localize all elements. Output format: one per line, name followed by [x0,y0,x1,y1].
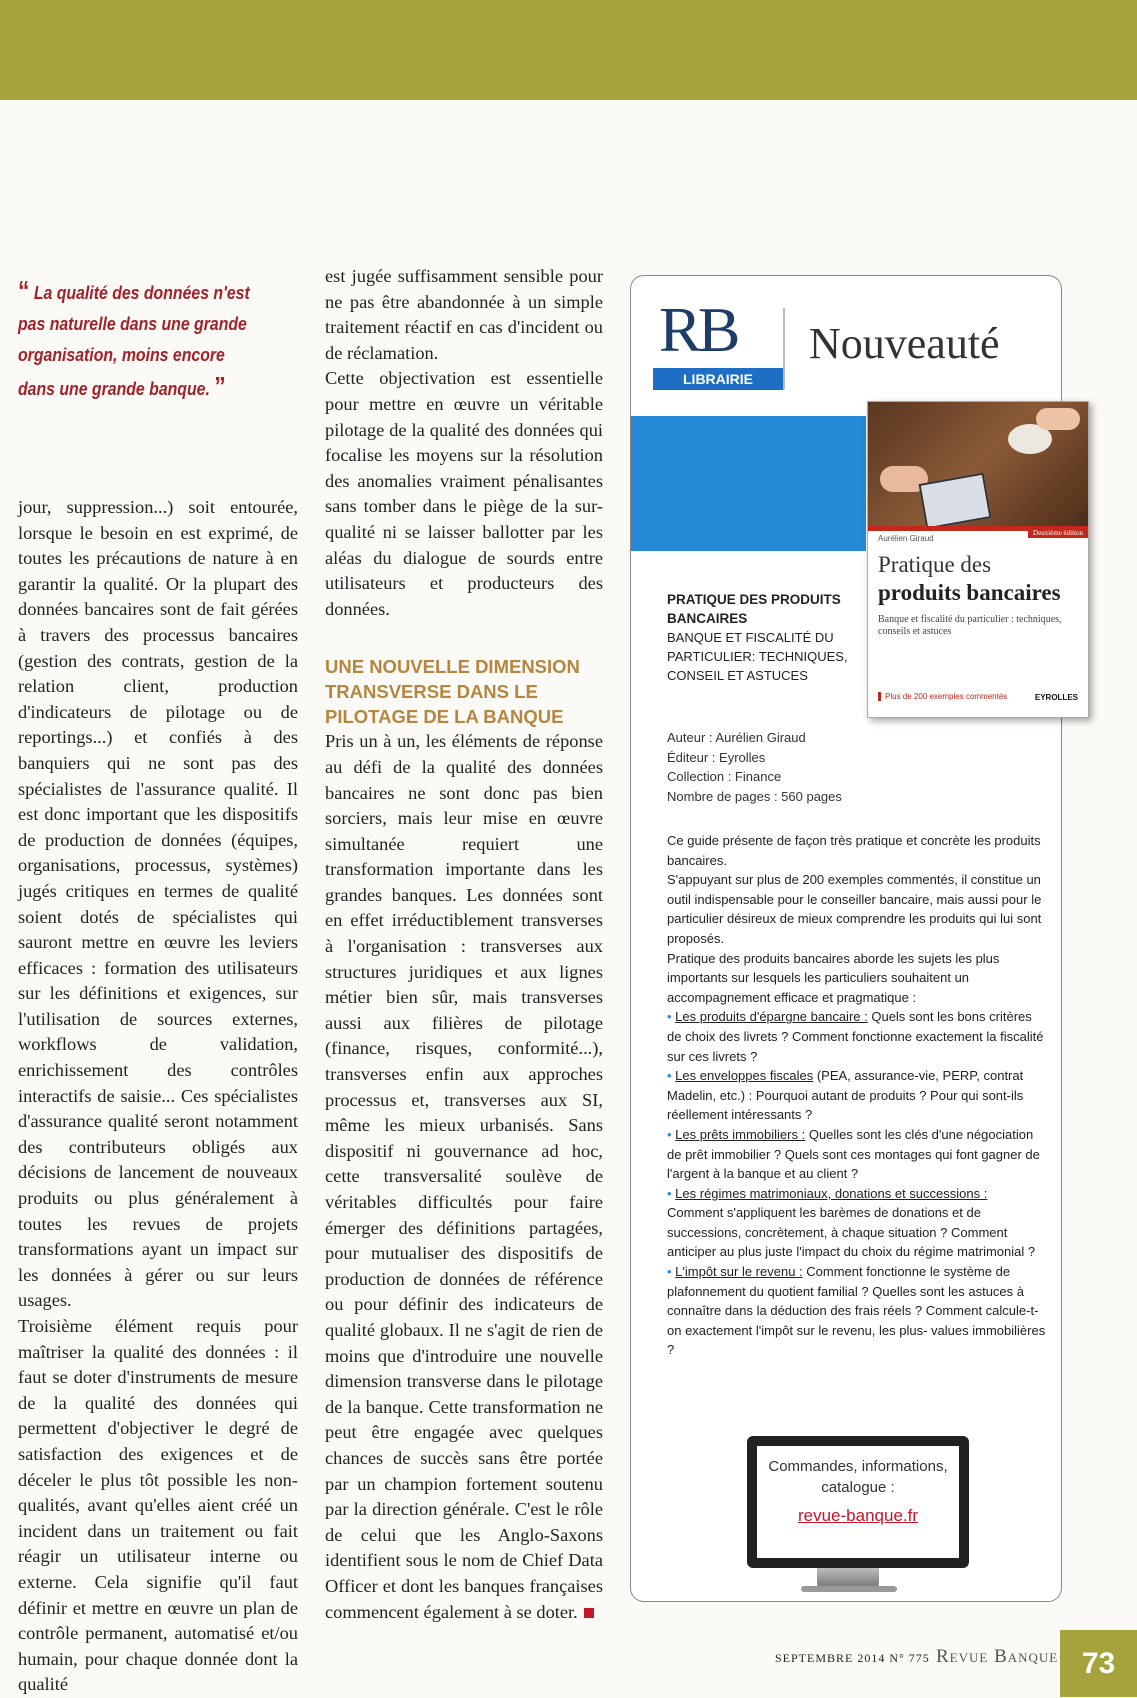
meta-publisher: Éditeur : Eyrolles [667,749,766,765]
description-paragraph: Ce guide présente de façon très pratique et concrète les produits bancaires. [667,833,1041,868]
cover-title-line2: produits bancaires [878,580,1061,605]
tablet-icon [919,473,992,530]
bullet-text: Comment s'appliquent les barèmes de donations et de successions, concrètement, à chaque situation ? Comment anticiper au plus juste l'impact du choix du régime matrimonial ? [667,1205,1036,1260]
bullet-label: Les régimes matrimoniaux, donations et successions : [675,1185,988,1201]
bullet-text: (PEA, assurance-vie, PERP, contrat Madelin, etc.) : Pourquoi autant de produits ? Pour qui sont-ils réellement intéressants ? [667,1068,1024,1123]
book-title: PRATIQUE DES PRODUITS BANCAIRES [667,592,841,626]
bullet-item [667,1007,1047,1066]
librairie-badge: LIBRAIRIE [653,368,783,390]
bullet-item [667,1066,1047,1125]
bullet-icon: • [667,1185,676,1201]
section-subhead: UNE NOUVELLE DIMENSION TRANSVERSE DANS LE PILOTAGE DE LA BANQUE [325,656,580,728]
logo-divider [783,308,785,390]
bullet-icon: • [667,1126,676,1142]
end-mark-icon [584,1608,594,1618]
order-link[interactable]: revue-banque.fr [797,1506,919,1525]
rb-logo: RB [659,294,737,365]
meta-pages: Nombre de pages : 560 pages [667,788,842,804]
book-meta [667,728,1047,806]
paragraph: Cette objectivation est essentielle pour mettre en œuvre un véritable pilotage de la qualité des données qui focalise les moyens sur la résolution des anomalies vraiment pénalisantes sans tomber dans le piège de la sur-qualité ni se laisser ballotter par les aléas du dialogue de sourds entre utilisateurs et producteurs des données. [325,368,603,619]
monitor-base [801,1586,897,1592]
open-quote-mark: “ [18,275,30,305]
bullet-label: L'impôt sur le revenu : [675,1264,803,1280]
bullet-label: Les prêts immobiliers : [675,1126,806,1142]
meta-collection: Collection : Finance [667,769,782,784]
bullet-icon: • [667,1068,676,1084]
paragraph: jour, suppression...) soit entourée, lorsque le besoin en est exprimé, de toutes les précautions de nature à en garantir la qualité. Or la plupart des données bancaires sont de fait gérées à travers des processus bancaires (gestion des contrats, gestion de la relation client, production d'indicateurs de pilotage ou de reportings...) et confiés à des banquiers qui ne sont pas des spécialistes de l'assurance qualité. Il est donc important que les dispositifs de production de données (équipes, organisations, processus, systèmes) jugés critiques en termes de qualité soient dotés de spécialistes qui sauront mettre en œuvre les leviers efficaces : formation des utilisateurs sur les définitions et exigences, sur l'utilisation de sources externes, workflows de validation, enrichissement des contrôles interactifs de saisie... Ces spécialistes d'assurance qualité seront notamment des contributeurs obligés aux décisions de lancement de nouveaux produits ou plus généralement à toutes les revues de projets transformations ayant un impact sur les données à gérer ou sur leurs usages. [18,497,298,1311]
cover-title-line1: Pratique des [878,552,992,577]
bullet-item [667,1125,1047,1184]
top-color-band [0,0,1137,100]
pull-quote [18,275,256,405]
issue-info: SEPTEMBRE 2014 N° 775 [775,1651,930,1665]
journal-name: Revue Banque [936,1646,1059,1667]
article-column-1 [18,495,298,1698]
cover-footer: Plus de 200 exemples commentés [878,692,1007,701]
description-paragraph: Pratique des produits bancaires aborde les sujets les plus importants sur lesquels les particuliers souhaitent un accompagnement efficace et pragmatique : [667,950,1000,1005]
hand-shape [1036,408,1080,430]
cover-photo [868,402,1088,530]
paragraph-text: Pris un à un, les éléments de réponse au défi de la qualité des données bancaires ne sont donc pas bien sorciers, mais leur mise en œuvre simultanée requiert une transformation importante dans les grandes banques. Les données sont en effet irréductiblement transverses à l'organisation : transverses aux structures juridiques et aux lignes métier bien sûr, mais transverses aussi aux filières de pilotage (finance, risques, conformité...), transverses enfin aux approches processus et, transverses aux SI, même les mieux urbanisés. Sans dispositif ni gouvernance ad hoc, cette transversalité soulève de véritables difficultés pour faire émerger des définitions partagées, pour mutualiser des dispositifs de production de données de référence ou pour définir des indicateurs de qualité globaux. Il ne s'agit de rien de moins que d'introduire une nouvelle dimension transverse dans le pilotage de la banque. Cette transformation ne peut être engagée avec quelques chances de succès sans être portée par un champion fortement soutenu par la direction générale. C'est le rôle de celui que les Anglo-Saxons identifient sous le nom de Chief Data Officer et dont les banques françaises commencent également à se doter. [325,731,603,1622]
book-subtitle: BANQUE ET FISCALITÉ DU PARTICULIER: TECHNIQUES, CONSEIL ET ASTUCES [667,630,848,683]
close-quote-mark: ” [214,371,226,401]
bullet-icon: • [667,1009,676,1025]
bullet-item [667,1262,1047,1360]
book-cover [867,401,1089,718]
book-title-block [667,590,857,685]
article-column-2 [325,264,603,1625]
paragraph: Troisième élément requis pour maîtriser la qualité des données : il faut se doter d'instruments de mesure de la qualité des données qui permettent d'objectiver le degré de satisfaction des exigences et de déceler le plus tôt possible les non-qualités, avant qu'elles aient créé un incident dans un traitement ou fait réagir un utilisateur interne ou externe. Cela signifie qu'il faut définir et mettre en œuvre un plan de contrôle permanent, automatisé et/ou humain, pour chaque donnée dont la qualité [18,1316,298,1695]
bullet-text: Comment fonctionne le système de plafonnement du quotient familial ? Quelles sont les astuces à connaître dans la déduction des frais réels ? Comment calcule-t-on exactement l'impôt sur le revenu, les plus- values immobilières ? [667,1264,1046,1358]
bullet-text: Quels sont les bons critères de choix des livrets ? Comment fonctionne exactement la fiscalité sur ces livrets ? [667,1009,1044,1064]
bullet-item [667,1184,1047,1262]
paragraph: est jugée suffisamment sensible pour ne pas être abandonnée à un simple traitement réactif en cas d'incident ou de réclamation. [325,266,603,363]
order-text: Commandes, informations, catalogue : [768,1458,948,1496]
cover-edition: Deuxième édition [1028,528,1088,538]
cover-publisher: EYROLLES [1034,693,1078,702]
monitor-stand [817,1568,879,1588]
bullet-text: Quelles sont les clés d'une négociation de prêt immobilier ? Quels sont ces montages qui font gagner de l'argent à la banque et au client ? [667,1126,1040,1182]
sidebar-heading: Nouveauté [809,319,1000,368]
bullet-label: Les enveloppes fiscales [675,1068,814,1084]
blue-band [631,416,866,551]
paragraph [325,729,603,1625]
book-sidebar [630,275,1083,1602]
monitor-icon [747,1436,969,1568]
book-description [667,831,1047,1360]
bullet-icon: • [667,1264,676,1280]
page-number: 73 [1060,1630,1137,1697]
pull-quote-text: La qualité des données n'est pas naturelle dans une grande organisation, moins encore dans une grande banque. [18,283,250,399]
meta-author: Auteur : Aurélien Giraud [667,730,806,745]
cover-author: Aurélien Giraud [878,534,934,543]
cover-subtitle: Banque et fiscalité du particulier : techniques, conseils et astuces [878,614,1062,637]
bullet-label: Les produits d'épargne bancaire : [675,1009,868,1025]
description-paragraph: S'appuyant sur plus de 200 exemples commentés, il constitue un outil indispensable pour le conseiller bancaire, mais aussi pour le particulier désireux de mieux comprendre les produits qui lui sont proposés. [667,872,1042,946]
